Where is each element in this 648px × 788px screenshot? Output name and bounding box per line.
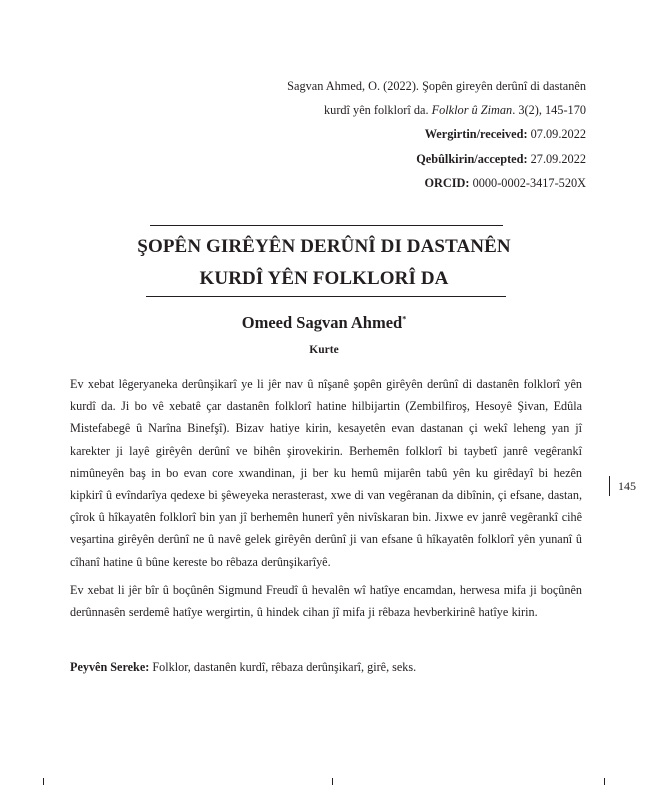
citation-line-2 xyxy=(260,98,586,122)
page-number: 145 xyxy=(618,479,636,493)
received-value: 07.09.2022 xyxy=(527,127,586,142)
citation-volume-pages: . 3(2), 145-170 xyxy=(512,103,586,118)
accepted-date xyxy=(260,147,586,171)
abstract-paragraph-1: Ev xebat lêgeryaneka derûnşikarî ye li jêr nav û nîşanê şopên girêyên derûnî di dastanên folklorî yên kurdî da. Ji bo vê xebatê çar dastanên folklorî hatine hilbijartin (Zembilfiroş, Hesoyê Şivan, Edûla Mistefabegê û Narîna Binefşî). Bizav hatiye kirin, kesayetên evan dastanan çi wekî leheng yan jî karekter ji layê girêyên derûnî ve bihên şirovekirin. Berhemên folklorî bi taybetî janrê vegêrankî nimûneyên baş in bo evan core xwandinan, ji ber ku hemû mijarên tabû yên ku girêdayî bi hezên kipkirî û evîndarîya qedexe bi şêweyeka nerasterast, xwe di van vegêranan da dibînin, çi efsane, dastan, çîrok û hîkayatên folklorî bin yan jî berhemên hunerî yên nivîskaran bin. Jixwe ev janrê vegêrankî cihê veşartina girêyên derûnî ne û navê gelek girêyên derûnî ji van efsane û hîkayatên folklorî yên yunanî û cîhanî hatine û bûne kereste bo rêbaza derûnşikarîyê. xyxy=(70,377,582,569)
title-rule-top xyxy=(150,225,503,226)
citation-line-1: Sagvan Ahmed, O. (2022). Şopên gireyên derûnî di dastanên xyxy=(287,79,586,93)
author xyxy=(70,313,578,333)
title-rule-bottom xyxy=(146,296,506,297)
crop-mark xyxy=(604,778,605,785)
abstract-heading: Kurte xyxy=(309,344,339,356)
orcid-value: 0000-0002-3417-520X xyxy=(469,175,586,190)
accepted-value: 27.09.2022 xyxy=(527,151,586,166)
received-label: Wergirtin/received: xyxy=(424,127,528,142)
title-line-2: KURDÎ YÊN FOLKLORÎ DA xyxy=(199,268,449,289)
title-line-1: ŞOPÊN GIRÊYÊN DERÛNÎ DI DASTANÊN xyxy=(137,236,511,257)
received-date xyxy=(260,122,586,146)
abstract xyxy=(70,373,582,629)
accepted-label: Qebûlkirin/accepted: xyxy=(416,151,528,166)
author-footnote-mark: * xyxy=(402,314,407,324)
author-name: Omeed Sagvan Ahmed xyxy=(241,313,403,332)
journal-name: Folklor û Ziman xyxy=(431,103,513,118)
crop-mark xyxy=(43,778,44,785)
crop-mark xyxy=(332,778,333,785)
citation-authors-title: kurdî yên folklorî da. xyxy=(324,103,432,118)
keywords-label: Peyvên Sereke: xyxy=(70,660,150,674)
orcid xyxy=(260,171,586,195)
orcid-label: ORCID: xyxy=(424,175,470,190)
keywords xyxy=(70,656,582,678)
paper-title xyxy=(70,231,578,295)
keywords-value: Folklor, dastanên kurdî, rêbaza derûnşikarî, girê, seks. xyxy=(149,660,417,674)
citation-block xyxy=(260,74,586,195)
page-number-rule xyxy=(609,476,610,496)
abstract-paragraph-2: Ev xebat li jêr bîr û boçûnên Sigmund Freudî û hevalên wî hatîye encamdan, herwesa mifa ji boçûnên derûnnasên serdemê hatîye wergirtin, û hindek cihan jî mifa ji rêbaza hevberkirinê hatîye kirin. xyxy=(70,582,582,620)
